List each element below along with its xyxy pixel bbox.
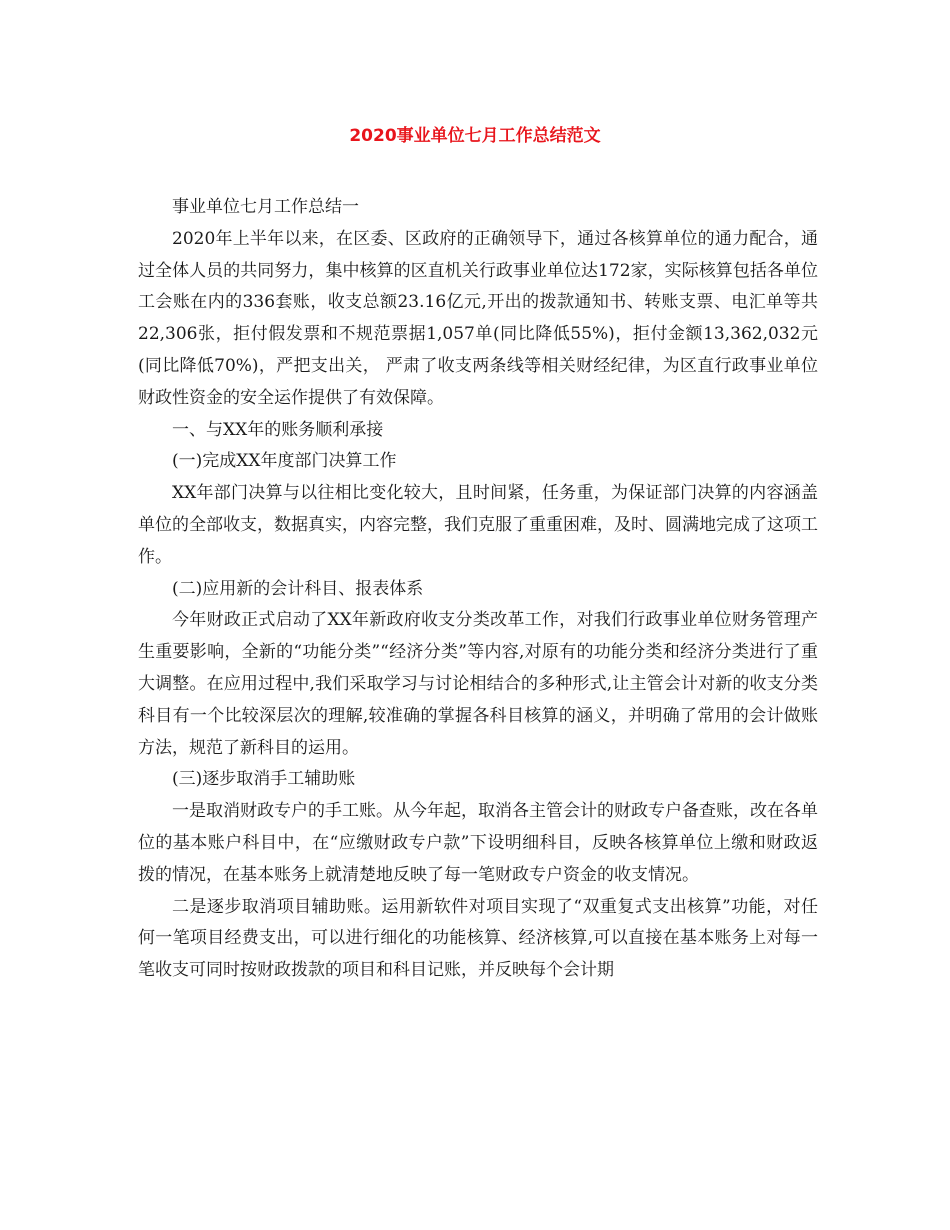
paragraph-body: 二是逐步取消项目辅助账。运用新软件对项目实现了“双重复式支出核算”功能，对任何一笔项目经费支出，可以进行细化的功能核算、经济核算,可以直接在基本账务上对每一笔收支可同时按财政拨款的项目和科目记账，并反映每个会计期	[138, 896, 818, 981]
paragraph-subheading-3: (三)逐步取消手工辅助账	[172, 769, 356, 790]
document-title: 2020事业单位七月工作总结范文	[349, 126, 601, 146]
paragraph-body: 今年财政正式启动了XX年新政府收支分类改革工作，对我们行政事业单位财务管理产生重要影响，全新的“功能分类”“经济分类”等内容,对原有的功能分类和经济分类进行了重大调整。在应用过程中,我们采取学习与讨论相结合的多种形式,让主管会计对新的收支分类科目有一个比较深层次的理解,较准确的掌握各科目核算的涵义，并明确了常用的会计做账方法，规范了新科目的运用。	[138, 610, 818, 758]
paragraph-subheading-1: (一)完成XX年度部门决算工作	[172, 451, 397, 472]
document-body	[138, 192, 818, 987]
paragraph-body: 一是取消财政专户的手工账。从今年起，取消各主管会计的财政专户备查账，改在各单位的基本账户科目中，在“应缴财政专户款”下设明细科目，反映各核算单位上缴和财政返拨的情况，在基本账务上就清楚地反映了每一笔财政专户资金的收支情况。	[138, 801, 818, 885]
paragraph-subheading-2: (二)应用新的会计科目、报表体系	[172, 578, 424, 599]
paragraph-intro: 2020年上半年以来，在区委、区政府的正确领导下，通过各核算单位的通力配合，通过全体人员的共同努力，集中核算的区直机关行政事业单位达172家，实际核算包括各单位工会账在内的336套账，收支总额23.16亿元,开出的拨款通知书、转账支票、电汇单等共22,306张，拒付假发票和不规范票据1,057单(同比降低55%)，拒付金额13,362,032元(同比降低70%)，严把支出关， 严肃了收支两条线等相关财经纪律，为区直行政事业单位财政性资金的安全运作提供了有效保障。	[138, 228, 818, 408]
paragraph-section-heading: 事业单位七月工作总结一	[172, 197, 359, 217]
paragraph-heading-1: 一、与XX年的账务顺利承接	[172, 419, 384, 440]
paragraph-body: XX年部门决算与以往相比变化较大，且时间紧，任务重，为保证部门决算的内容涵盖单位的全部收支，数据真实，内容完整，我们克服了重重困难，及时、圆满地完成了这项工作。	[138, 483, 818, 567]
